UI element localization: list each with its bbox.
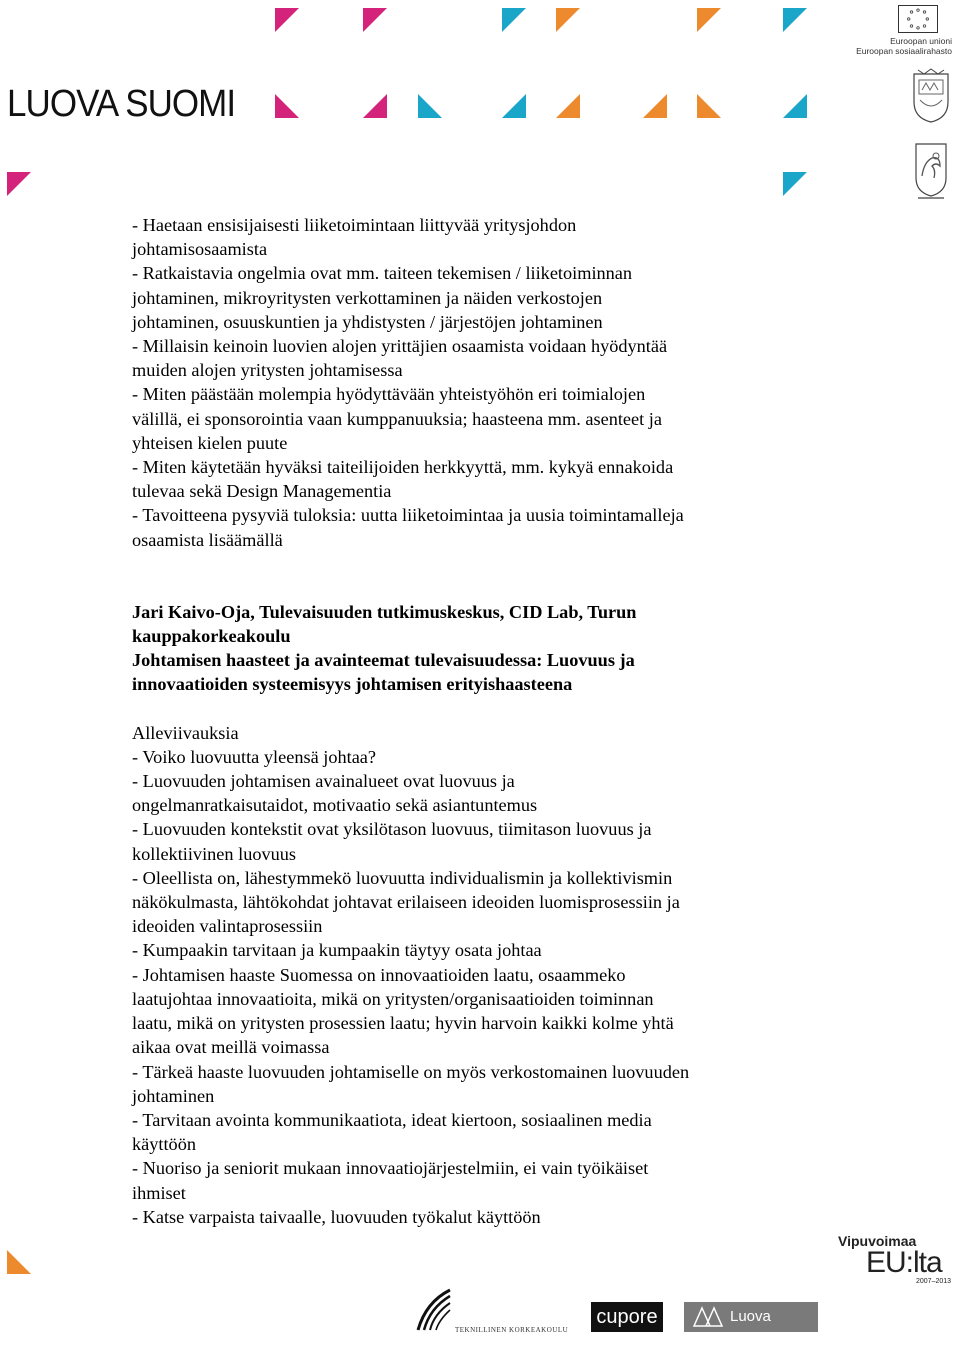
luova-tampere-logo (684, 1302, 818, 1355)
text-line: laatujohtaa innovaatioita, mikä on yritysten/organisaatioiden toiminnan (132, 988, 654, 1009)
text-line: - Haetaan ensisijaisesti liiketoimintaan liittyvää yritysjohdon (132, 215, 577, 235)
text-line: osaamista lisäämällä (132, 529, 283, 550)
text-line: - Johtamisen haaste Suomessa on innovaatioiden laatu, osaammeko (132, 964, 626, 985)
cupore-logo: cupore (591, 1302, 663, 1332)
decorative-triangle (363, 8, 387, 32)
eu-flag-icon (898, 5, 938, 33)
text-line: muiden alojen yritysten johtamisessa (132, 360, 403, 381)
notes-section (132, 721, 782, 1229)
text-line: kollektiivinen luovuus (132, 843, 297, 864)
text-line: ideoiden valintaprosessiin (132, 916, 323, 937)
tkk-logo-icon (416, 1288, 452, 1332)
decorative-triangle (783, 8, 807, 32)
eu-text-line2: Euroopan sosiaalirahasto (856, 46, 952, 56)
eu-text (856, 36, 952, 56)
decorative-triangle (783, 172, 807, 196)
decorative-triangle (697, 94, 721, 118)
text-line: - Luovuuden johtamisen avainalueet ovat luovuus ja (132, 771, 515, 792)
vipu-years: 2007–2013 (916, 1278, 952, 1285)
text-line: näkökulmasta, lähtökohdat johtavat erilaiseen ideoiden luomisprosessiin ja (132, 892, 680, 913)
decorative-triangle (697, 8, 721, 32)
text-line: laatu, mikä on yritysten prosessien laatu; hyvin harvoin kaikki kolme yhtä (132, 1013, 674, 1034)
text-line: ongelmanratkaisutaidot, motivaatio sekä asiantuntemus (132, 795, 538, 816)
text-line: ihmiset (132, 1182, 186, 1203)
heading-line: kauppakorkeakoulu (132, 626, 291, 647)
text-line: johtaminen (132, 1085, 215, 1106)
decorative-triangle (502, 8, 526, 32)
text-line: - Ratkaistavia ongelmia ovat mm. taiteen tekemisen / liiketoiminnan (132, 263, 633, 284)
text-line: yhteisen kielen puute (132, 432, 288, 453)
text-line: - Miten päästään molempia hyödyttävään yhteistyöhön eri toimialojen (132, 384, 646, 405)
text-line: - Tavoitteena pysyviä tuloksia: uutta liiketoimintaa ja uusia toimintamalleja (132, 505, 684, 526)
decorative-triangle (502, 94, 526, 118)
luova-suomi-logo: LUOVA SUOMI (7, 83, 236, 125)
text-line: tulevaa sekä Design Managementia (132, 481, 392, 502)
decorative-triangle (363, 94, 387, 118)
text-line: - Voiko luovuutta yleensä johtaa? (132, 746, 377, 767)
text-line: käyttöön (132, 1134, 196, 1155)
eu-text-line1: Euroopan unioni (890, 36, 952, 46)
lion-emblem-icon (910, 138, 952, 200)
speaker-section (132, 600, 782, 697)
coat-of-arms-icon (910, 68, 952, 124)
text-line: johtaminen, osuuskuntien ja yhdistysten / järjestöjen johtaminen (132, 311, 603, 332)
text-line: johtamisosaamista (132, 239, 268, 260)
decorative-triangle (783, 94, 807, 118)
decorative-triangle (556, 8, 580, 32)
text-line: - Tarvitaan avointa kommunikaatiota, ideat kiertoon, sosiaalinen media (132, 1109, 652, 1130)
decorative-triangle (275, 8, 299, 32)
text-line: - Oleellista on, lähestymmekö luovuutta individualismin ja kollektivismin (132, 867, 673, 888)
text-line: - Millaisin keinoin luovien alojen yrittäjien osaamista voidaan hyödyntää (132, 336, 668, 357)
text-line: - Kumpaakin tarvitaan ja kumpaakin täytyy osata johtaa (132, 940, 542, 961)
text-line: - Katse varpaista taivaalle, luovuuden työkalut käyttöön (132, 1206, 541, 1227)
main-content (132, 213, 782, 1229)
text-line: - Luovuuden kontekstit ovat yksilötason luovuus, tiimitason luovuus ja (132, 819, 652, 840)
intro-section (132, 213, 782, 552)
text-line: välillä, ei sponsorointia vaan kumppanuuksia; haasteena mm. asenteet ja (132, 408, 662, 429)
decorative-triangle (275, 94, 299, 118)
decorative-triangle (7, 172, 31, 196)
text-line: - Miten käytetään hyväksi taiteilijoiden herkkyyttä, mm. kykyä ennakoida (132, 457, 674, 478)
heading-line: Johtamisen haasteet ja avainteemat tulevaisuudessa: Luovuus ja (132, 650, 635, 671)
text-line: aikaa ovat meillä voimassa (132, 1037, 330, 1058)
text-line: - Nuoriso ja seniorit mukaan innovaatiojärjestelmiin, ei vain työikäiset (132, 1158, 649, 1179)
decorative-triangle (556, 94, 580, 118)
text-line: johtaminen, mikroyritysten verkottaminen ja näiden verkostojen (132, 287, 603, 308)
luova-tampere-icon (692, 1306, 724, 1328)
luova-tampere-text: Luova Tampere (730, 1308, 789, 1355)
decorative-triangle (643, 94, 667, 118)
tkk-text: TEKNILLINEN KORKEAKOULU (455, 1326, 569, 1334)
text-line: Alleviivauksia (132, 722, 239, 743)
heading-line: innovaatioiden systeemisyys johtamisen erityishaasteena (132, 674, 573, 695)
heading-line: Jari Kaivo-Oja, Tulevaisuuden tutkimuskeskus, CID Lab, Turun (132, 601, 637, 622)
decorative-triangle (7, 1250, 31, 1274)
decorative-triangle (418, 94, 442, 118)
vipuvoimaa-logo (838, 1234, 956, 1286)
text-line: - Tärkeä haaste luovuuden johtamiselle on myös verkostomainen luovuuden (132, 1061, 690, 1082)
vipu-eu: EU:lta (866, 1246, 942, 1279)
vipu-title: Vipuvoimaa (838, 1233, 917, 1249)
